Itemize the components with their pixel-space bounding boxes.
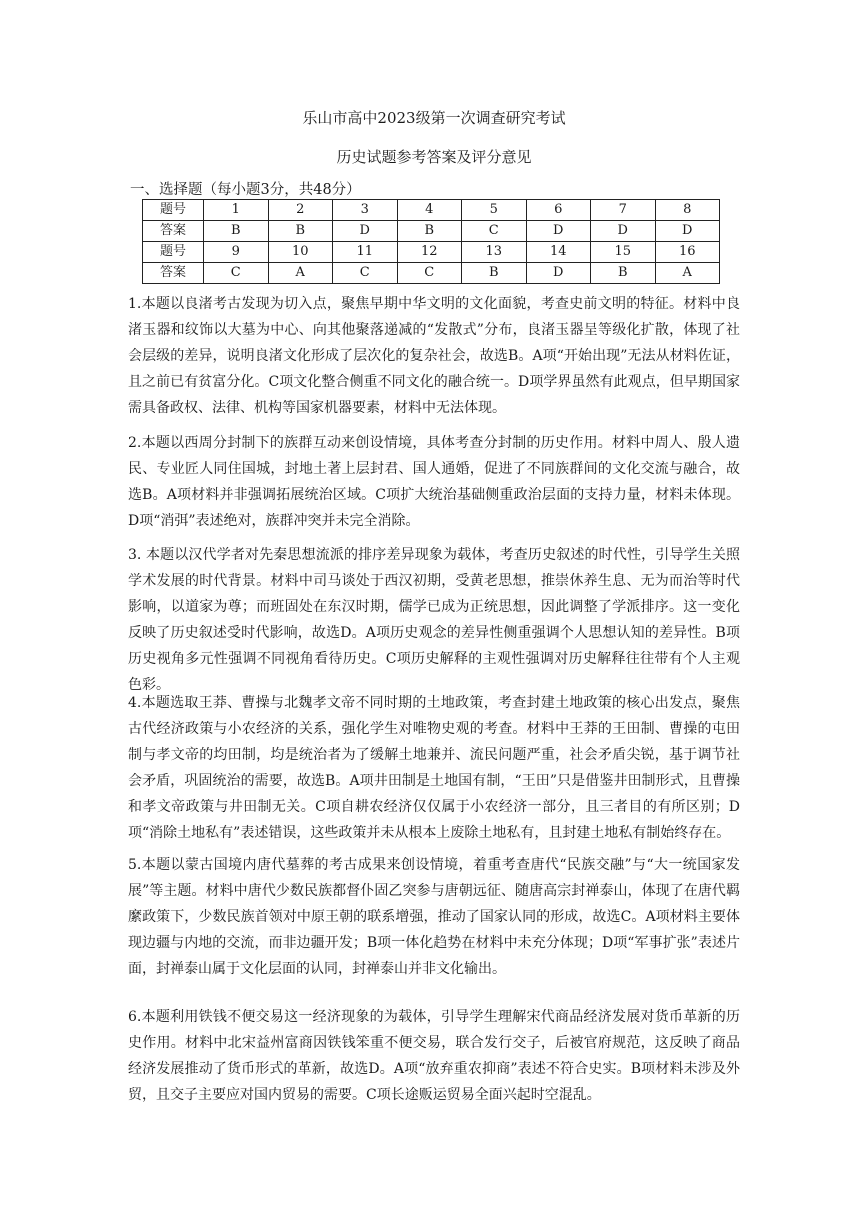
explanation-q3: 3. 本题以汉代学者对先秦思想流派的排序差异现象为载体，考查历史叙述的时代性，引导学生关照学术发展的时代背景。材料中司马谈处于西汉初期，受黄老思想，推崇休养生息、无为而治等时代影响，以道家为尊；而班固处在东汉时期，儒学已成为正统思想，因此调整了学派排序。这一变化反映了历史叙述受时代影响，故选D。A项历史观念的差异性侧重强调个人思想认知的差异性。B项历史视角多元性强调不同视角看待历史。C项历史解释的主观性强调对历史解释往往带有个人主观色彩。 — [128, 547, 740, 693]
table-cell: 15 — [591, 242, 656, 263]
table-cell: C — [397, 263, 462, 284]
table-cell: 7 — [591, 200, 656, 221]
explanation-q4: 4.本题选取王莽、曹操与北魏孝文帝不同时期的土地政策，考查封建土地政策的核心出发点，聚焦古代经济政策与小农经济的关系，强化学生对唯物史观的考查。材料中王莽的王田制、曹操的屯田制与孝文帝的均田制，均是统治者为了缓解土地兼并、流民问题严重，社会矛盾尖锐，基于调节社会矛盾，巩固统治的需要，故选B。A项井田制是土地国有制，“王田”只是借鉴井田制形式，且曹操和孝文帝政策与井田制无关。C项自耕农经济仅仅属于小农经济一部分，且三者目的有所区别；D项“消除土地私有”表述错误，这些政策并未从根本上废除土地私有，且封建土地私有制始终存在。 — [128, 695, 740, 841]
table-cell: 11 — [333, 242, 398, 263]
table-cell: 答案 — [143, 221, 204, 242]
table-cell: 1 — [204, 200, 269, 221]
table-cell: A — [655, 263, 720, 284]
table-cell: A — [268, 263, 333, 284]
table-cell: 3 — [333, 200, 398, 221]
table-cell: D — [655, 221, 720, 242]
table-cell: 9 — [204, 242, 269, 263]
table-cell: 6 — [526, 200, 591, 221]
table-cell: 2 — [268, 200, 333, 221]
table-cell: 16 — [655, 242, 720, 263]
table-cell: 题号 — [143, 200, 204, 221]
explanation-q1: 1.本题以良渚考古发现为切入点，聚焦早期中华文明的文化面貌，考查史前文明的特征。材料中良渚玉器和纹饰以大墓为中心、向其他聚落递减的“发散式”分布，良渚玉器呈等级化扩散，体现了社会层级的差异，说明良渚文化形成了层次化的复杂社会，故选B。A项“开始出现”无法从材料佐证，且之前已有贫富分化。C项文化整合侧重不同文化的融合统一。D项学界虽然有此观点，但早期国家需具备政权、法律、机构等国家机器要素，材料中无法体现。 — [128, 296, 740, 416]
explanation-q5: 5.本题以蒙古国境内唐代墓葬的考古成果来创设情境，着重考查唐代“民族交融”与“大一统国家发展”等主题。材料中唐代少数民族都督仆固乙突参与唐朝远征、随唐高宗封禅泰山，体现了在唐代羁縻政策下，少数民族首领对中原王朝的联系增强，推动了国家认同的形成，故选C。A项材料主要体现边疆与内地的交流，而非边疆开发；B项一体化趋势在材料中未充分体现；D项“军事扩张”表述片面，封禅泰山属于文化层面的认同，封禅泰山并非文化输出。 — [128, 857, 740, 977]
table-row — [143, 221, 720, 242]
table-cell: B — [268, 221, 333, 242]
table-row — [143, 263, 720, 284]
table-cell: D — [526, 263, 591, 284]
exam-subtitle: 历史试题参考答案及评分意见 — [336, 148, 532, 166]
table-cell: 8 — [655, 200, 720, 221]
table-cell: 5 — [462, 200, 527, 221]
table-cell: 13 — [462, 242, 527, 263]
table-cell: 10 — [268, 242, 333, 263]
answer-table — [142, 199, 720, 284]
table-cell: C — [462, 221, 527, 242]
table-cell: 答案 — [143, 263, 204, 284]
section-heading-choice: 一、选择题（每小题3分，共48分） — [130, 182, 361, 198]
table-cell: C — [204, 263, 269, 284]
table-cell: B — [204, 221, 269, 242]
explanation-q6: 6.本题利用铁钱不便交易这一经济现象的为载体，引导学生理解宋代商品经济发展对货币革新的历史作用。材料中北宋益州富商因铁钱笨重不便交易，联合发行交子，后被官府规范，这反映了商品经济发展推动了货币形式的革新，故选D。A项“放弃重农抑商”表述不符合史实。B项材料未涉及外贸，且交子主要应对国内贸易的需要。C项长途贩运贸易全面兴起时空混乱。 — [128, 1009, 740, 1103]
table-cell: 题号 — [143, 242, 204, 263]
table-row — [143, 200, 720, 221]
table-cell: 12 — [397, 242, 462, 263]
table-cell: 4 — [397, 200, 462, 221]
table-cell: B — [397, 221, 462, 242]
table-cell: B — [462, 263, 527, 284]
table-cell: B — [591, 263, 656, 284]
table-cell: 14 — [526, 242, 591, 263]
table-cell: C — [333, 263, 398, 284]
explanation-q2: 2.本题以西周分封制下的族群互动来创设情境，具体考查分封制的历史作用。材料中周人、殷人遗民、专业匠人同住国城，封地土著上层封君、国人通婚，促进了不同族群间的文化交流与融合，故选B。A项材料并非强调拓展统治区域。C项扩大统治基础侧重政治层面的支持力量，材料未体现。D项“消弭”表述绝对，族群冲突并未完全消除。 — [128, 435, 740, 529]
exam-title: 乐山市高中2023级第一次调查研究考试 — [302, 109, 566, 127]
table-row — [143, 242, 720, 263]
table-cell: D — [333, 221, 398, 242]
table-cell: D — [526, 221, 591, 242]
table-cell: D — [591, 221, 656, 242]
